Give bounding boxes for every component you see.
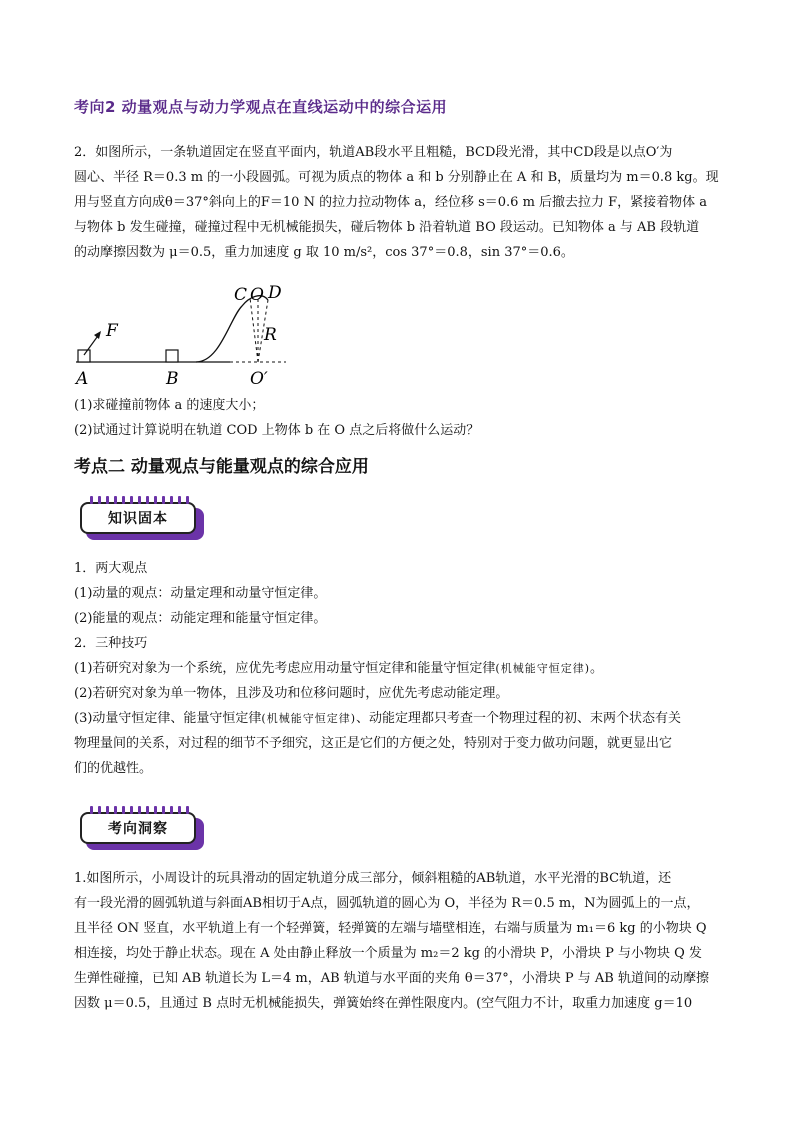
knowledge-text-span: (3)动量守恒定律、能量守恒定律 [74, 711, 262, 726]
question-1: (1)求碰撞前物体 a 的速度大小； [74, 398, 265, 413]
radius-line-left [250, 298, 258, 362]
knowledge-text-span: (1)若研究对象为一个系统，应优先考虑应用动量守恒定律和能量守恒定律 [74, 661, 496, 676]
block-a [78, 350, 90, 362]
problem-1-text [74, 866, 724, 1016]
knowledge-line: 们的优越性。 [74, 761, 153, 776]
problem-1-line: 生弹性碰撞，已知 AB 轨道长为 L＝4 m，AB 轨道与水平面的夹角 θ＝37°，小滑块 P 与 AB 轨道间的动摩擦 [74, 971, 709, 986]
knowledge-text-span: 。 [590, 661, 604, 676]
label-F: F [106, 321, 118, 341]
knowledge-line: (2)若研究对象为单一物体，且涉及功和位移问题时，应优先考虑动能定理。 [74, 686, 509, 701]
knowledge-line: 物理量间的关系，对过程的细节不予细究，这正是它们的方便之处，特别对于变力做功问题，就更显出它 [74, 736, 673, 751]
knowledge-line: (2)能量的观点：动能定理和能量守恒定律。 [74, 611, 327, 626]
problem-2-line: 用与竖直方向成θ＝37°斜向上的F＝10 N 的拉力拉动物体 a，经位移 s＝0.6 m 后撤去拉力 F，紧接着物体 a [74, 195, 708, 210]
label-O-prime: O′ [250, 369, 268, 389]
badge-label: 考向洞察 [80, 812, 196, 844]
knowledge-line: (1)动量的观点：动量定理和动量守恒定律。 [74, 586, 327, 601]
knowledge-line: 1．两大观点 [74, 561, 148, 576]
knowledge-text-span: 、动能定理都只考查一个物理过程的初、末两个状态有关 [356, 711, 682, 726]
problem-2-line: 圆心、半径 R＝0.3 m 的一小段圆弧。可视为质点的物体 a 和 b 分别静止在 A 和 B，质量均为 m＝0.8 kg。现 [74, 170, 719, 185]
problem-2-line: 的动摩擦因数为 μ＝0.5，重力加速度 g 取 10 m/s²，cos 37°＝0.8，sin 37°＝0.6。 [74, 245, 574, 260]
problem-1-line: 1.如图所示，小周设计的玩具滑动的固定轨道分成三部分，倾斜粗糙的AB轨道，水平光滑的BC轨道，还 [74, 871, 672, 886]
badge-label: 知识固本 [80, 502, 196, 534]
badge-ticks [90, 806, 189, 814]
problem-1-line: 因数 μ＝0.5，且通过 B 点时无机械能损失，弹簧始终在弹性限度内。(空气阻力不计，取重力加速度 g＝10 [74, 996, 693, 1011]
knowledge-line: 2．三种技巧 [74, 636, 148, 651]
knowledge-note: (机械能守恒定律) [495, 662, 591, 675]
label-B: B [166, 369, 179, 389]
problem-1-line: 有一段光滑的圆弧轨道与斜面AB相切于A点，圆弧轨道的圆心为 O，半径为 R＝0.5 m，N为圆弧上的一点， [74, 896, 700, 911]
track-diagram [70, 278, 300, 390]
problem-1-line: 且半径 ON 竖直，水平轨道上有一个轻弹簧，轻弹簧的左端与墙壁相连，右端与质量为 m₁＝6 kg 的小物块 Q [74, 921, 707, 936]
badge-ticks [90, 496, 189, 504]
knowledge-note: (机械能守恒定律) [261, 712, 357, 725]
badge-direction [80, 812, 202, 848]
problem-1-line: 相连接，均处于静止状态。现在 A 处由静止释放一个质量为 m₂＝2 kg 的小滑块 P，小滑块 P 与小物块 Q 发 [74, 946, 702, 961]
problem-2-questions [74, 393, 724, 443]
label-D: D [268, 283, 282, 303]
label-R: R [264, 325, 277, 345]
label-O: O [250, 285, 264, 305]
knowledge-text [74, 556, 724, 781]
curved-track [196, 296, 268, 362]
knowledge-line [74, 656, 724, 681]
knowledge-line [74, 706, 724, 731]
force-arrowhead [94, 331, 101, 339]
problem-2-text [74, 140, 724, 265]
problem-2-line: 与物体 b 发生碰撞，碰撞过程中无机械能损失，碰后物体 b 沿着轨道 BO 段运动。已知物体 a 与 AB 段轨道 [74, 220, 700, 235]
label-A: A [76, 369, 89, 389]
problem-2-line: 2．如图所示，一条轨道固定在竖直平面内，轨道AB段水平且粗糙，BCD段光滑，其中CD段是以点O′为 [74, 145, 673, 160]
question-2: (2)试通过计算说明在轨道 COD 上物体 b 在 O 点之后将做什么运动？ [74, 423, 480, 438]
subsection-heading: 考向2 动量观点与动力学观点在直线运动中的综合运用 [74, 98, 448, 116]
badge-knowledge [80, 502, 202, 538]
block-b [166, 350, 178, 362]
section-title: 考点二 动量观点与能量观点的综合应用 [74, 457, 369, 477]
label-C: C [234, 285, 248, 305]
